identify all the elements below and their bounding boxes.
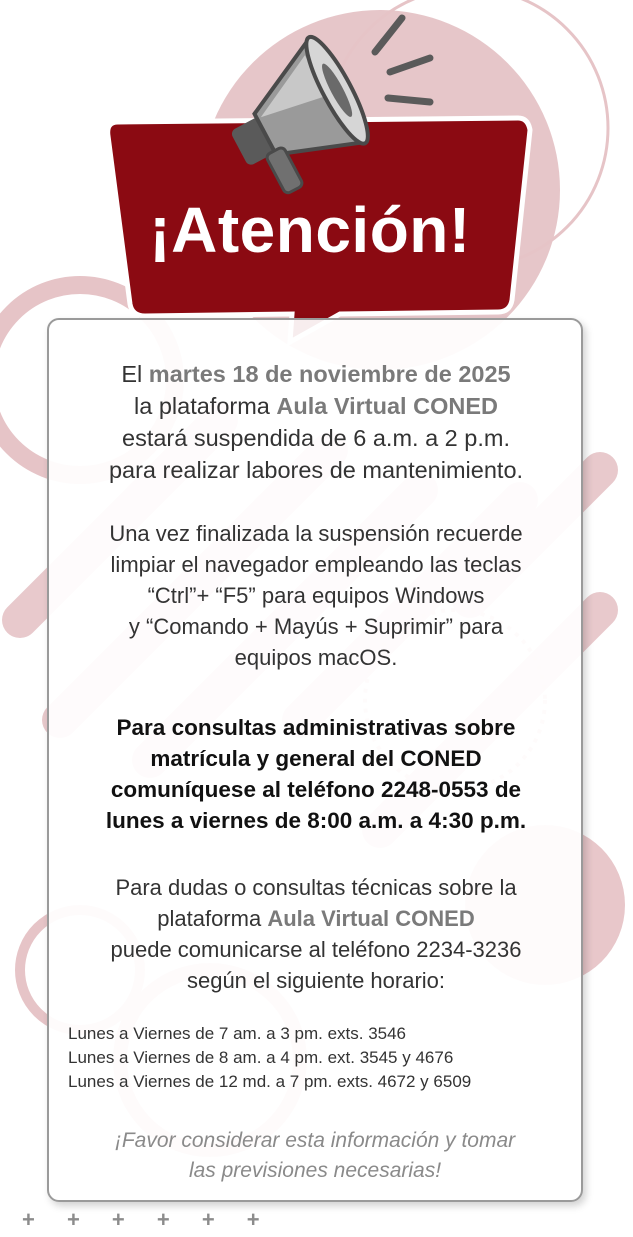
admin-contact [60, 712, 572, 836]
schedule-item: Lunes a Viernes de 8 am. a 4 pm. ext. 3545 y 4676 [68, 1048, 454, 1067]
maintenance-notice [60, 358, 572, 486]
notice-text: estará suspendida de 6 a.m. a 2 p.m. [122, 425, 510, 451]
schedule-item: Lunes a Viernes de 12 md. a 7 pm. exts. 4672 y 6509 [68, 1072, 472, 1091]
notice-text: para realizar labores de mantenimiento. [108, 457, 524, 483]
support-schedule [68, 1022, 578, 1094]
closing-text: ¡Favor considerar esta información y tomar [114, 1129, 516, 1152]
maintenance-date: martes 18 de noviembre de 2025 [148, 361, 511, 387]
admin-contact-text: comuníquese al teléfono 2248-0553 de [110, 777, 522, 802]
tech-contact-text: según el siguiente horario: [186, 968, 446, 993]
schedule-item: Lunes a Viernes de 7 am. a 3 pm. exts. 3546 [68, 1024, 407, 1043]
tech-contact-text: Para dudas o consultas técnicas sobre la [115, 875, 517, 900]
platform-name: Aula Virtual CONED [276, 393, 498, 419]
closing-note [55, 1126, 575, 1186]
tech-contact [60, 872, 572, 996]
tech-contact-text: puede comunicarse al teléfono 2234-3236 [110, 937, 522, 962]
admin-contact-text: Para consultas administrativas sobre [116, 715, 516, 740]
instructions-text: Una vez finalizada la suspensión recuerde [109, 521, 523, 546]
browser-instructions [60, 518, 572, 673]
instructions-text: limpiar el navegador empleando las teclas [110, 552, 522, 577]
admin-contact-text: matrícula y general del CONED [150, 746, 482, 771]
attention-banner [90, 0, 550, 345]
notice-text: El [121, 361, 149, 387]
instructions-text: equipos macOS. [234, 645, 398, 670]
platform-name: Aula Virtual CONED [267, 906, 475, 931]
notice-text: la plataforma [134, 393, 277, 419]
closing-text: las previsiones necesarias! [188, 1159, 442, 1182]
plus-decoration: + + + + + + [22, 1207, 273, 1232]
instructions-text: “Ctrl”+ “F5” para equipos Windows [147, 583, 485, 608]
admin-contact-text: lunes a viernes de 8:00 a.m. a 4:30 p.m. [105, 808, 527, 833]
sound-lines [375, 18, 430, 102]
page-title: ¡Atención! [149, 194, 471, 266]
tech-contact-text: plataforma [157, 906, 268, 931]
instructions-text: y “Comando + Mayús + Suprimir” para [128, 614, 504, 639]
